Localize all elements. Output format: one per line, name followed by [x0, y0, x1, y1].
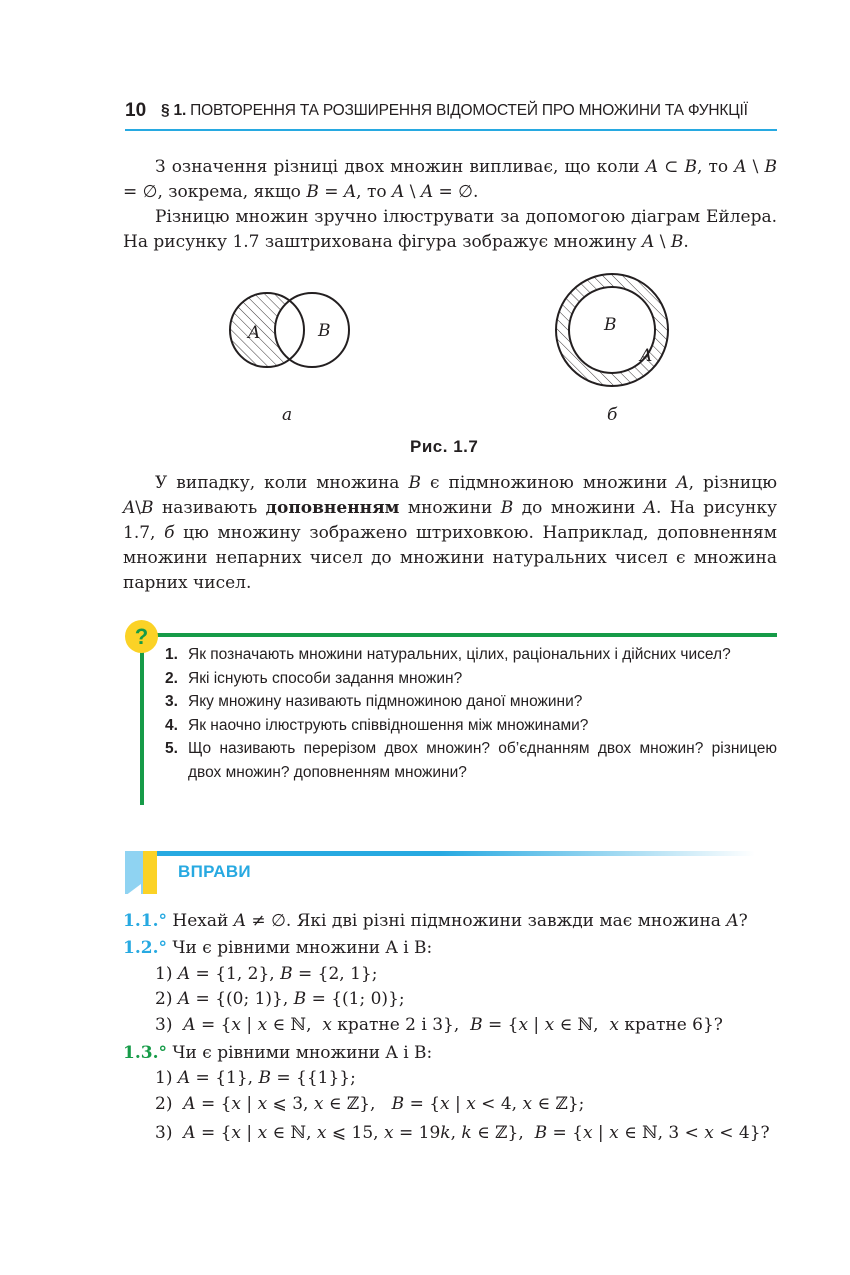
exercise-1-1: 1.1.° Нехай A ≠ ∅. Які дві різні підмножини завжди має множина A?	[123, 911, 748, 931]
figure-caption: Рис. 1.7	[410, 437, 479, 456]
questions-top-rule	[140, 633, 777, 637]
exercise-1-3-item-2: 2) A = {x | x ⩽ 3, x ∈ ℤ}, B = {x | x < 4, x ∈ ℤ};	[155, 1094, 585, 1114]
section-title-text: ПОВТОРЕННЯ ТА РОЗШИРЕННЯ ВІДОМОСТЕЙ ПРО МНОЖИНИ ТА ФУНКЦІЇ	[190, 102, 748, 119]
question-mark-icon: ?	[125, 620, 158, 653]
exercise-1-3: 1.3.° Чи є рівними множини A і B:	[123, 1043, 433, 1063]
exercise-1-3-item-3: 3) A = {x | x ∈ ℕ, x ⩽ 15, x = 19k, k ∈ ℤ}, B = {x | x ∈ ℕ, 3 < x < 4}?	[155, 1123, 770, 1143]
exercises-rule	[125, 851, 755, 856]
list-item: 5. Що називають перерізом двох множин? об’єднанням двох множин? різницею двох множин? доповненням множини?	[165, 740, 777, 781]
questions-list	[165, 643, 777, 784]
exercises-title: ВПРАВИ	[178, 862, 251, 881]
page-number: 10	[125, 100, 147, 121]
exercise-1-2: 1.2.° Чи є рівними множини A і B:	[123, 938, 433, 958]
questions-left-rule	[140, 633, 144, 805]
diagram-b	[556, 274, 668, 386]
list-item: 2. Які існують способи задання множин?	[165, 669, 463, 687]
label-set-a-outer: A	[640, 346, 653, 366]
complement-text: У випадку, коли множина B є підмножиною множини A, різницю A\B називають доповненням множини B до множини A. На рисунку 1.7, б цю множину зображено штриховкою. Наприклад, доповненням множини непарних чисел до множини натуральних чисел є множина парних чисел.	[123, 473, 778, 593]
exercise-1-2-item-1: 1) A = {1, 2}, B = {2, 1};	[155, 964, 378, 984]
label-set-a: A	[248, 323, 261, 343]
list-item: 1. Як позначають множини натуральних, цілих, раціональних і дійсних чисел?	[165, 646, 731, 663]
label-set-b-inner: B	[604, 315, 617, 335]
exercise-1-3-item-1: 1) A = {1}, B = {{1}};	[155, 1068, 356, 1088]
label-set-b: B	[318, 321, 331, 341]
figure-label-a: а	[282, 405, 293, 425]
exercise-1-2-item-2: 2) A = {(0; 1)}, B = {(1; 0)};	[155, 989, 405, 1009]
exercises-tab-yellow	[143, 851, 157, 894]
intro-text: З означення різниці двох множин випливає, що коли A ⊂ B, то A \ B = ∅, зокрема, якщо B = A, то A \ A = ∅. Різницю множин зручно ілюструвати за допомогою діаграм Ейлера. На рисунку 1.7 заштрихована фігура зображує множину A \ B.	[123, 157, 777, 252]
section-mark: § 1.	[161, 102, 187, 119]
exercise-1-2-item-3: 3) A = {x | x ∈ ℕ, x кратне 2 і 3}, B = {x | x ∈ ℕ, x кратне 6}?	[155, 1015, 723, 1035]
figure-label-b: б	[607, 405, 618, 425]
list-item: 4. Як наочно ілюструють співвідношення між множинами?	[165, 716, 589, 734]
list-item: 3. Яку множину називають підмножиною даної множини?	[165, 693, 583, 710]
exercises-tab-notch	[125, 884, 141, 896]
diagram-a	[230, 293, 349, 367]
